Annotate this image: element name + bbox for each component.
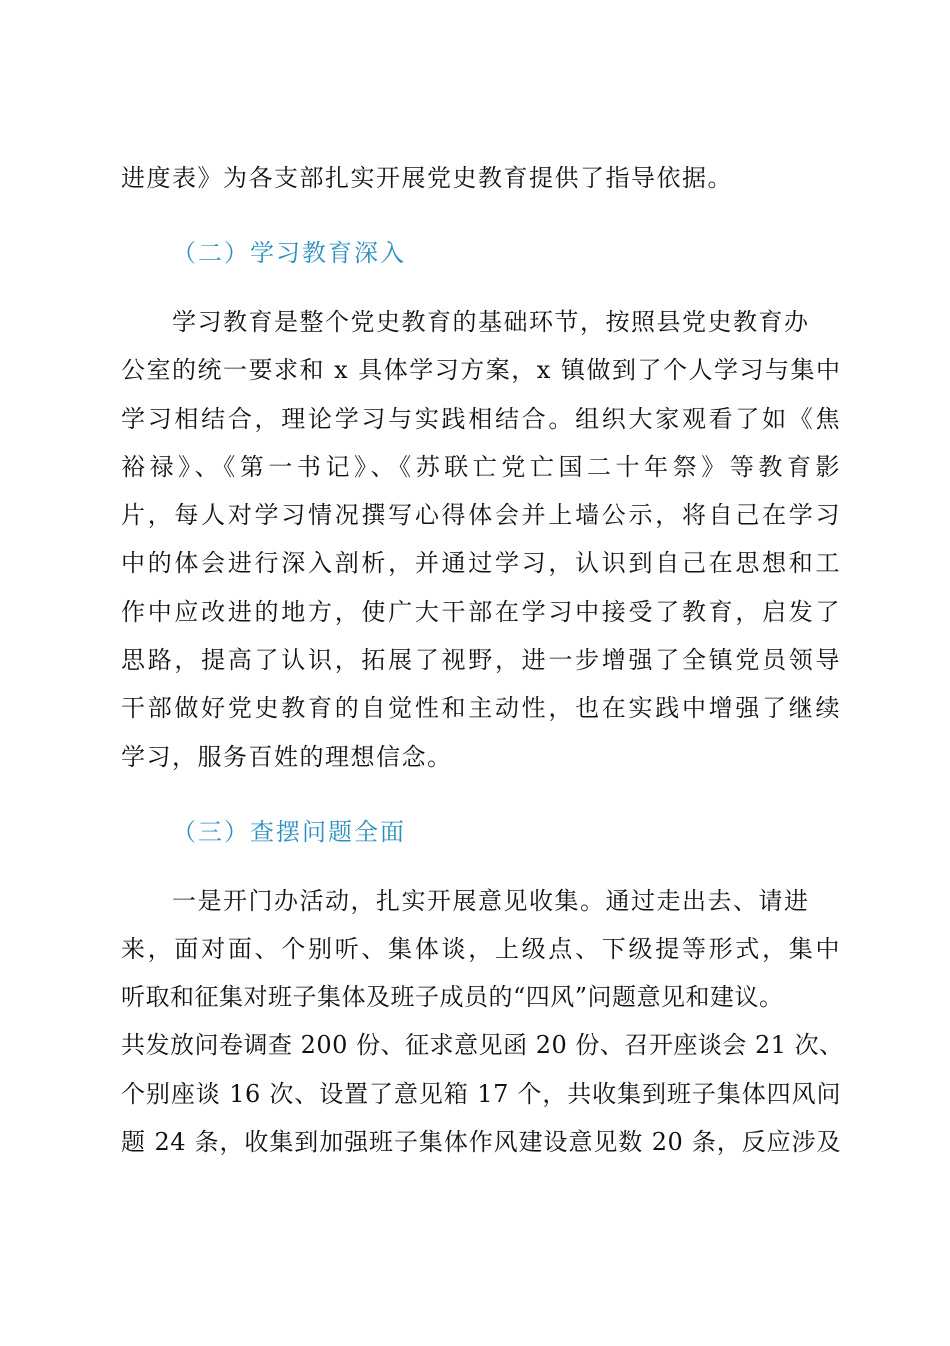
paragraph-line: 一是开门办活动，扎实开展意见收集。通过走出去、请进 bbox=[172, 887, 810, 915]
paragraph-line: 公室的统一要求和 x 具体学习方案，x 镇做到了个人学习与集中 bbox=[121, 356, 842, 384]
paragraph-line: 中的体会进行深入剖析，并通过学习，认识到自己在思想和工 bbox=[121, 549, 841, 577]
paragraph-line: 思路，提高了认识，拓展了视野，进一步增强了全镇党员领导 bbox=[121, 646, 841, 674]
section-heading-2: （二）学习教育深入 bbox=[172, 239, 406, 267]
paragraph-line: 作中应改进的地方，使广大干部在学习中接受了教育，启发了 bbox=[121, 598, 841, 626]
paragraph-line: 干部做好党史教育的自觉性和主动性，也在实践中增强了继续 bbox=[121, 694, 841, 722]
paragraph-line: 学习教育是整个党史教育的基础环节，按照县党史教育办 bbox=[172, 308, 810, 336]
paragraph-line: 学习，服务百姓的理想信念。 bbox=[121, 743, 453, 771]
paragraph-line: 共发放问卷调查 200 份、征求意见函 20 份、召开座谈会 21 次、 bbox=[121, 1031, 844, 1059]
paragraph-line: 题 24 条，收集到加强班子集体作风建设意见数 20 条，反应涉及 bbox=[121, 1128, 841, 1156]
paragraph-line: 听取和征集对班子集体及班子成员的“四风”问题意见和建议。 bbox=[121, 983, 784, 1011]
paragraph-line: 个别座谈 16 次、设置了意见箱 17 个，共收集到班子集体四风问 bbox=[121, 1080, 841, 1108]
paragraph-line: 片，每人对学习情况撰写心得体会并上墙公示，将自己在学习 bbox=[121, 501, 841, 529]
paragraph-line: 进度表》为各支部扎实开展党史教育提供了指导依据。 bbox=[121, 164, 733, 192]
paragraph-line: 裕禄》、《第一书记》、《苏联亡党亡国二十年祭》等教育影 bbox=[121, 453, 841, 481]
paragraph-line: 来，面对面、个别听、集体谈，上级点、下级提等形式，集中 bbox=[121, 935, 841, 963]
paragraph-line: 学习相结合，理论学习与实践相结合。组织大家观看了如《焦 bbox=[121, 405, 841, 433]
section-heading-3: （三）查摆问题全面 bbox=[172, 818, 406, 846]
